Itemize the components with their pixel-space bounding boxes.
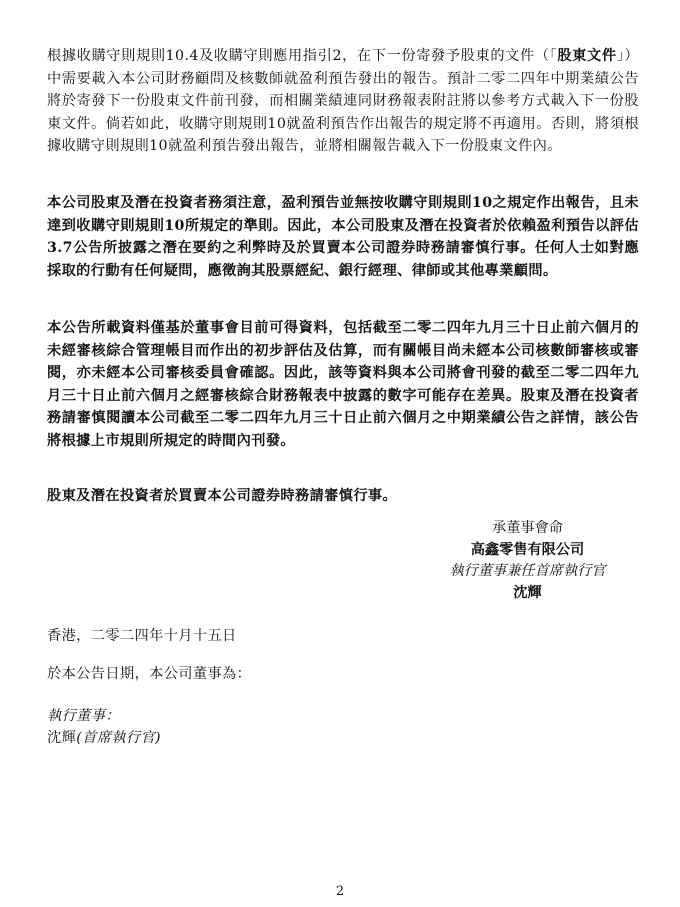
page-number: 2 [335, 884, 345, 899]
executive-director-role: (首席執行官) [76, 730, 161, 746]
signature-by-order: 承董事會命 [492, 520, 563, 536]
defined-term-shareholder-document: 股東文件 [557, 48, 617, 64]
signature-company-name: 高鑫零售有限公司 [470, 541, 585, 558]
directors-intro: 於本公告日期，本公司董事為： [47, 666, 252, 682]
paragraph-preliminary-information: 本公告所載資料僅基於董事會目前可得資料，包括截至二零二四年九月三十日止前六個月的未經審核綜合管理帳目而作出的初步評估及估算，而有關帳目尚未經本公司核數師審核或審閱，亦未經本公司審核委員會確認。因此，該等資料與本公司將會刊發的截至二零二四年九月三十日止前六個月之經審核綜合財務報表中披露的數字可能存在差異。股東及潛在投資者務請審慎閱讀本公司截至二零二四年九月三十日止前六個月之中期業績公告之詳情，該公告將根據上市規則所規定的時間內刊發。 [47, 320, 639, 449]
executive-directors-heading: 執行董事： [47, 708, 120, 724]
paragraph-caution-notice: 本公司股東及潛在投資者務須注意，盈利預告並無按收購守則規則10之規定作出報告，且未達到收購守則規則10所規定的準則。因此，本公司股東及潛在投資者於依賴盈利預告以評估3.7公告所披露之潛在要約之利弊時及於買賣本公司證券時務請審慎行事。任何人士如對應採取的行動有任何疑問，應徵詢其股票經紀、銀行經理、律師或其他專業顧問。 [47, 195, 639, 279]
paragraph-caution-dealing: 股東及潛在投資者於買賣本公司證券時務請審慎行事。 [47, 488, 398, 504]
place-and-date: 香港，二零二四年十月十五日 [47, 628, 237, 644]
executive-director-name: 沈輝 [47, 730, 77, 746]
paragraph-profit-forecast-report [47, 45, 639, 158]
executive-director-entry [47, 727, 161, 749]
para1-text-pre: 根據收購守則規則10.4及收購守則應用指引2，在下一份寄發予股東的文件（「 [47, 48, 558, 64]
signature-title: 執行董事兼任首席執行官 [449, 563, 606, 579]
para1-text-post: 」）中需要載入本公司財務顧問及核數師就盈利預告發出的報告。預計二零二四年中期業績公告將於寄發下一份股東文件前刊發，而相關業績連同財務報表附註將以參考方式載入下一份股東文件。倘若如此，收購守則規則10就盈利預告作出報告的規定將不再適用。否則，將須根據收購守則規則10就盈利預告發出報告，並將相關報告載入下一份股東文件內。 [47, 48, 639, 154]
signature-block [420, 518, 635, 604]
signature-name: 沈輝 [513, 584, 542, 601]
